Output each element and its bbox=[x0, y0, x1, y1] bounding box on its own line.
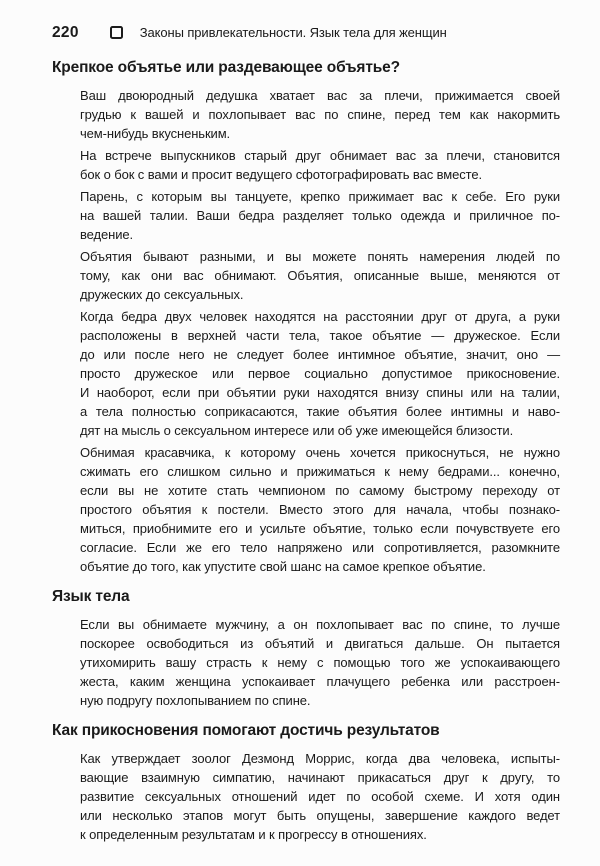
page-header bbox=[52, 24, 560, 41]
text-line: сжимать его слишком сильно и прижиматься к нему бедрами... конечно, bbox=[80, 464, 560, 479]
paragraph bbox=[80, 749, 560, 844]
text-line: дят на мысль о сексуальном интересе или об уже имеющейся близости. bbox=[80, 423, 514, 438]
text-line: Парень, с которым вы танцуете, крепко прижимает вас к себе. Его руки bbox=[80, 189, 560, 204]
text-line: чем-нибудь вкусненьким. bbox=[80, 126, 231, 141]
paragraph bbox=[80, 86, 560, 143]
text-line: дружеских до сексуальных. bbox=[80, 287, 244, 302]
paragraph bbox=[80, 443, 560, 576]
text-line: а тела полностью соприкасаются, такие объятия более интимны и наво- bbox=[80, 404, 560, 419]
text-line: расположены в верхней части тела, такое объятие — дружеское. Если bbox=[80, 328, 560, 343]
text-line: На встрече выпускников старый друг обнимает вас за плечи, становится bbox=[80, 148, 560, 163]
section-heading: Язык тела bbox=[52, 588, 130, 605]
text-line: просто дружеское или первое социально допустимое прикосновение. bbox=[80, 366, 560, 381]
paragraph bbox=[80, 615, 560, 710]
section-heading: Крепкое объятье или раздевающее объятье? bbox=[52, 59, 400, 76]
page-number: 220 bbox=[52, 23, 79, 41]
text-line: тому, как они вас обнимают. Объятия, описанные выше, меняются от bbox=[80, 268, 560, 283]
text-line: ную подругу похлопыванием по спине. bbox=[80, 693, 311, 708]
text-line: Обнимая красавчика, к которому очень хочется прикоснуться, не нужно bbox=[80, 445, 560, 460]
page-content bbox=[52, 58, 560, 844]
square-bullet-icon bbox=[110, 26, 123, 39]
text-line: бок о бок с вами и просит ведущего сфотографировать вас вместе. bbox=[80, 167, 482, 182]
section-heading: Как прикосновения помогают достичь результатов bbox=[52, 722, 440, 739]
text-line: миться, приобнимите его и усильте объятие, только если почувствуете его bbox=[80, 521, 560, 536]
text-line: Как утверждает зоолог Дезмонд Моррис, когда два человека, испыты- bbox=[80, 751, 560, 766]
text-line: простого объятия к постели. Вместо этого для начала, чтобы познако- bbox=[80, 502, 560, 517]
text-line: Ваш двоюродный дедушка хватает вас за плечи, прижимается своей bbox=[80, 88, 560, 103]
text-line: согласие. Если же его тело напряжено или сопротивляется, разомкните bbox=[80, 540, 560, 555]
text-line: развитие сексуальных отношений идет по особой схеме. И хотя один bbox=[80, 789, 560, 804]
text-line: на вашей талии. Ваши бедра разделяет только одежда и приличное по- bbox=[80, 208, 560, 223]
text-line: Объятия бывают разными, и вы можете понять намерения людей по bbox=[80, 249, 560, 264]
text-line: до или после него не следует более интимное объятие, значит, оно — bbox=[80, 347, 560, 362]
paragraph bbox=[80, 307, 560, 440]
text-line: Если вы обнимаете мужчину, а он похлопывает вас по спине, то лучше bbox=[80, 617, 560, 632]
text-line: И наоборот, если при объятии руки находятся внизу спины или на талии, bbox=[80, 385, 560, 400]
text-line: поскорее освободиться из объятий и двигаться дальше. Он пытается bbox=[80, 636, 560, 651]
text-line: к определенным результатам и к прогрессу в отношениях. bbox=[80, 827, 427, 842]
text-line: вающие взаимную симпатию, начинают прикасаться друг к другу, то bbox=[80, 770, 560, 785]
paragraph bbox=[80, 187, 560, 244]
text-line: грудью к вашей и похлопывает вас по спине, перед тем как накормить bbox=[80, 107, 560, 122]
running-head: Законы привлекательности. Язык тела для женщин bbox=[139, 25, 447, 40]
text-line: Когда бедра двух человек находятся на расстоянии друг от друга, а руки bbox=[80, 309, 560, 324]
paragraph bbox=[80, 247, 560, 304]
text-line: или несколько этапов могут быть опущены, завершение каждого ведет bbox=[80, 808, 560, 823]
paragraph bbox=[80, 146, 560, 184]
text-line: утихомирить вашу страсть к нему с помощью того же успокаивающего bbox=[80, 655, 560, 670]
text-line: если вы не хотите стать чемпионом по самому быстрому переходу от bbox=[80, 483, 560, 498]
text-line: жеста, каким женщина успокаивает плачущего ребенка или расстроен- bbox=[80, 674, 560, 689]
text-line: ведение. bbox=[80, 227, 134, 242]
text-line: объятие до того, как упустите свой шанс на самое крепкое объятие. bbox=[80, 559, 486, 574]
